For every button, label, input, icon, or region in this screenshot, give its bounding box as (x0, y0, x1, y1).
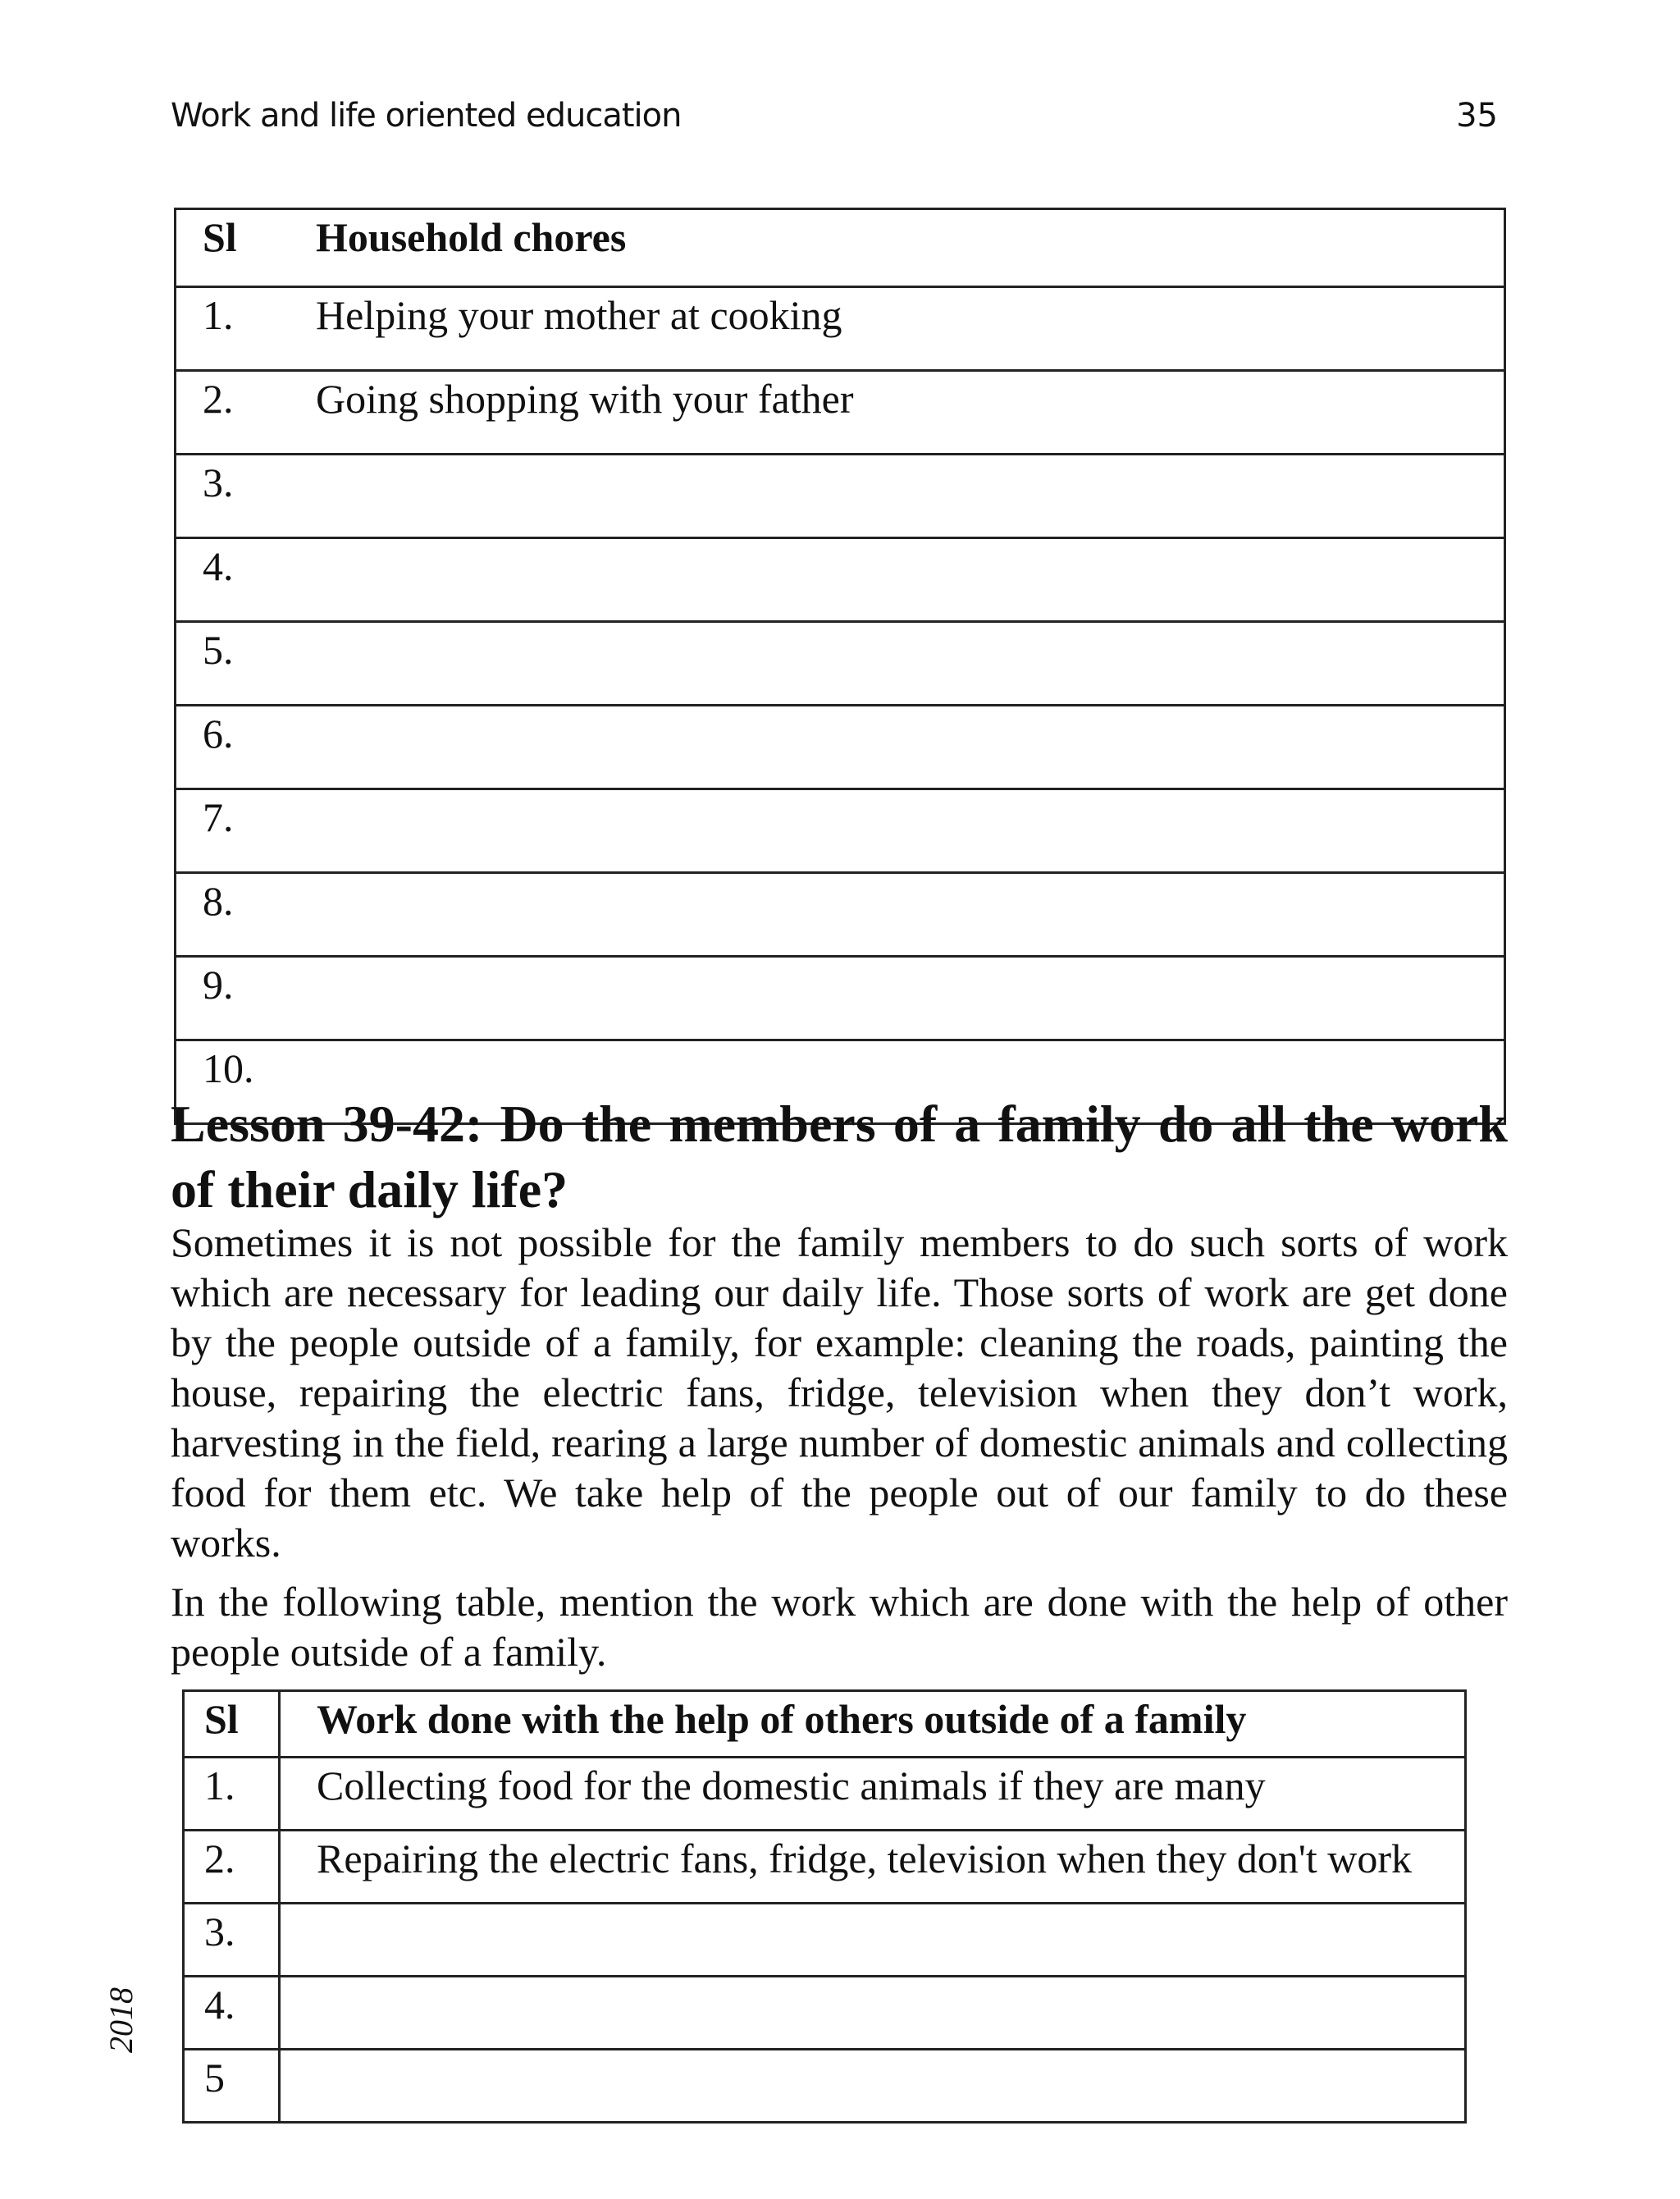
table-row (176, 538, 1505, 622)
column-header-work: Work done with the help of others outside of a family (280, 1691, 1466, 1758)
lesson-heading: Lesson 39-42: Do the members of a family do all the work of their daily life? (171, 1095, 1508, 1218)
column-header-sl: Sl (176, 209, 317, 287)
row-serial: 3. (184, 1904, 280, 1977)
table-row (176, 706, 1505, 789)
row-serial: 2. (176, 371, 317, 455)
row-serial: 4. (184, 1977, 280, 2050)
row-serial: 6. (176, 706, 317, 789)
table-row (184, 2050, 1466, 2123)
row-chore (316, 706, 1505, 789)
table-row (176, 455, 1505, 538)
table-row (176, 873, 1505, 957)
column-header-household-chores: Household chores (316, 209, 1505, 287)
row-serial: 2. (184, 1831, 280, 1904)
row-work: Repairing the electric fans, fridge, television when they don't work (280, 1831, 1466, 1904)
row-serial: 3. (176, 455, 317, 538)
column-header-sl: Sl (184, 1691, 280, 1758)
page-number: 35 (1456, 97, 1498, 135)
row-chore (316, 957, 1505, 1040)
row-chore: Helping your mother at cooking (316, 287, 1505, 371)
row-work: Collecting food for the domestic animals if they are many (280, 1758, 1466, 1831)
table-header-row (176, 209, 1505, 287)
row-work (280, 1977, 1466, 2050)
row-chore: Going shopping with your father (316, 371, 1505, 455)
row-chore (316, 622, 1505, 706)
row-serial: 8. (176, 873, 317, 957)
table-row (184, 1758, 1466, 1831)
table-row (176, 789, 1505, 873)
row-serial: 4. (176, 538, 317, 622)
row-chore (316, 789, 1505, 873)
year-marker: 2018 (103, 1987, 139, 2053)
table-row (176, 622, 1505, 706)
row-serial: 9. (176, 957, 317, 1040)
table-row (184, 1904, 1466, 1977)
row-serial: 7. (176, 789, 317, 873)
table-header-row (184, 1691, 1466, 1758)
row-chore (316, 873, 1505, 957)
row-work (280, 2050, 1466, 2123)
page-header-title: Work and life oriented education (171, 97, 682, 135)
table-row (176, 371, 1505, 455)
lesson-paragraph-2: In the following table, mention the work which are done with the help of other people outside of a family. (171, 1579, 1508, 1675)
table-row (184, 1831, 1466, 1904)
table-row (184, 1977, 1466, 2050)
row-serial: 5 (184, 2050, 280, 2123)
row-chore (316, 455, 1505, 538)
row-chore (316, 538, 1505, 622)
lesson-paragraph-1: Sometimes it is not possible for the family members to do such sorts of work which are necessary for leading our daily life. Those sorts of work are get done by the people outside of a family, for example: cleaning the roads, painting the house, repairing the electric fans, fridge, television when they don’t work, harvesting in the field, rearing a large number of domestic animals and collecting food for them etc. We take help of the people out of our family to do these works. (171, 1219, 1508, 1566)
row-work (280, 1904, 1466, 1977)
row-serial: 5. (176, 622, 317, 706)
row-serial: 10. (176, 1040, 317, 1124)
outside-help-table (182, 1689, 1467, 2124)
table-row (176, 957, 1505, 1040)
row-serial: 1. (184, 1758, 280, 1831)
table-row (176, 287, 1505, 371)
household-chores-table (174, 208, 1506, 1125)
row-serial: 1. (176, 287, 317, 371)
